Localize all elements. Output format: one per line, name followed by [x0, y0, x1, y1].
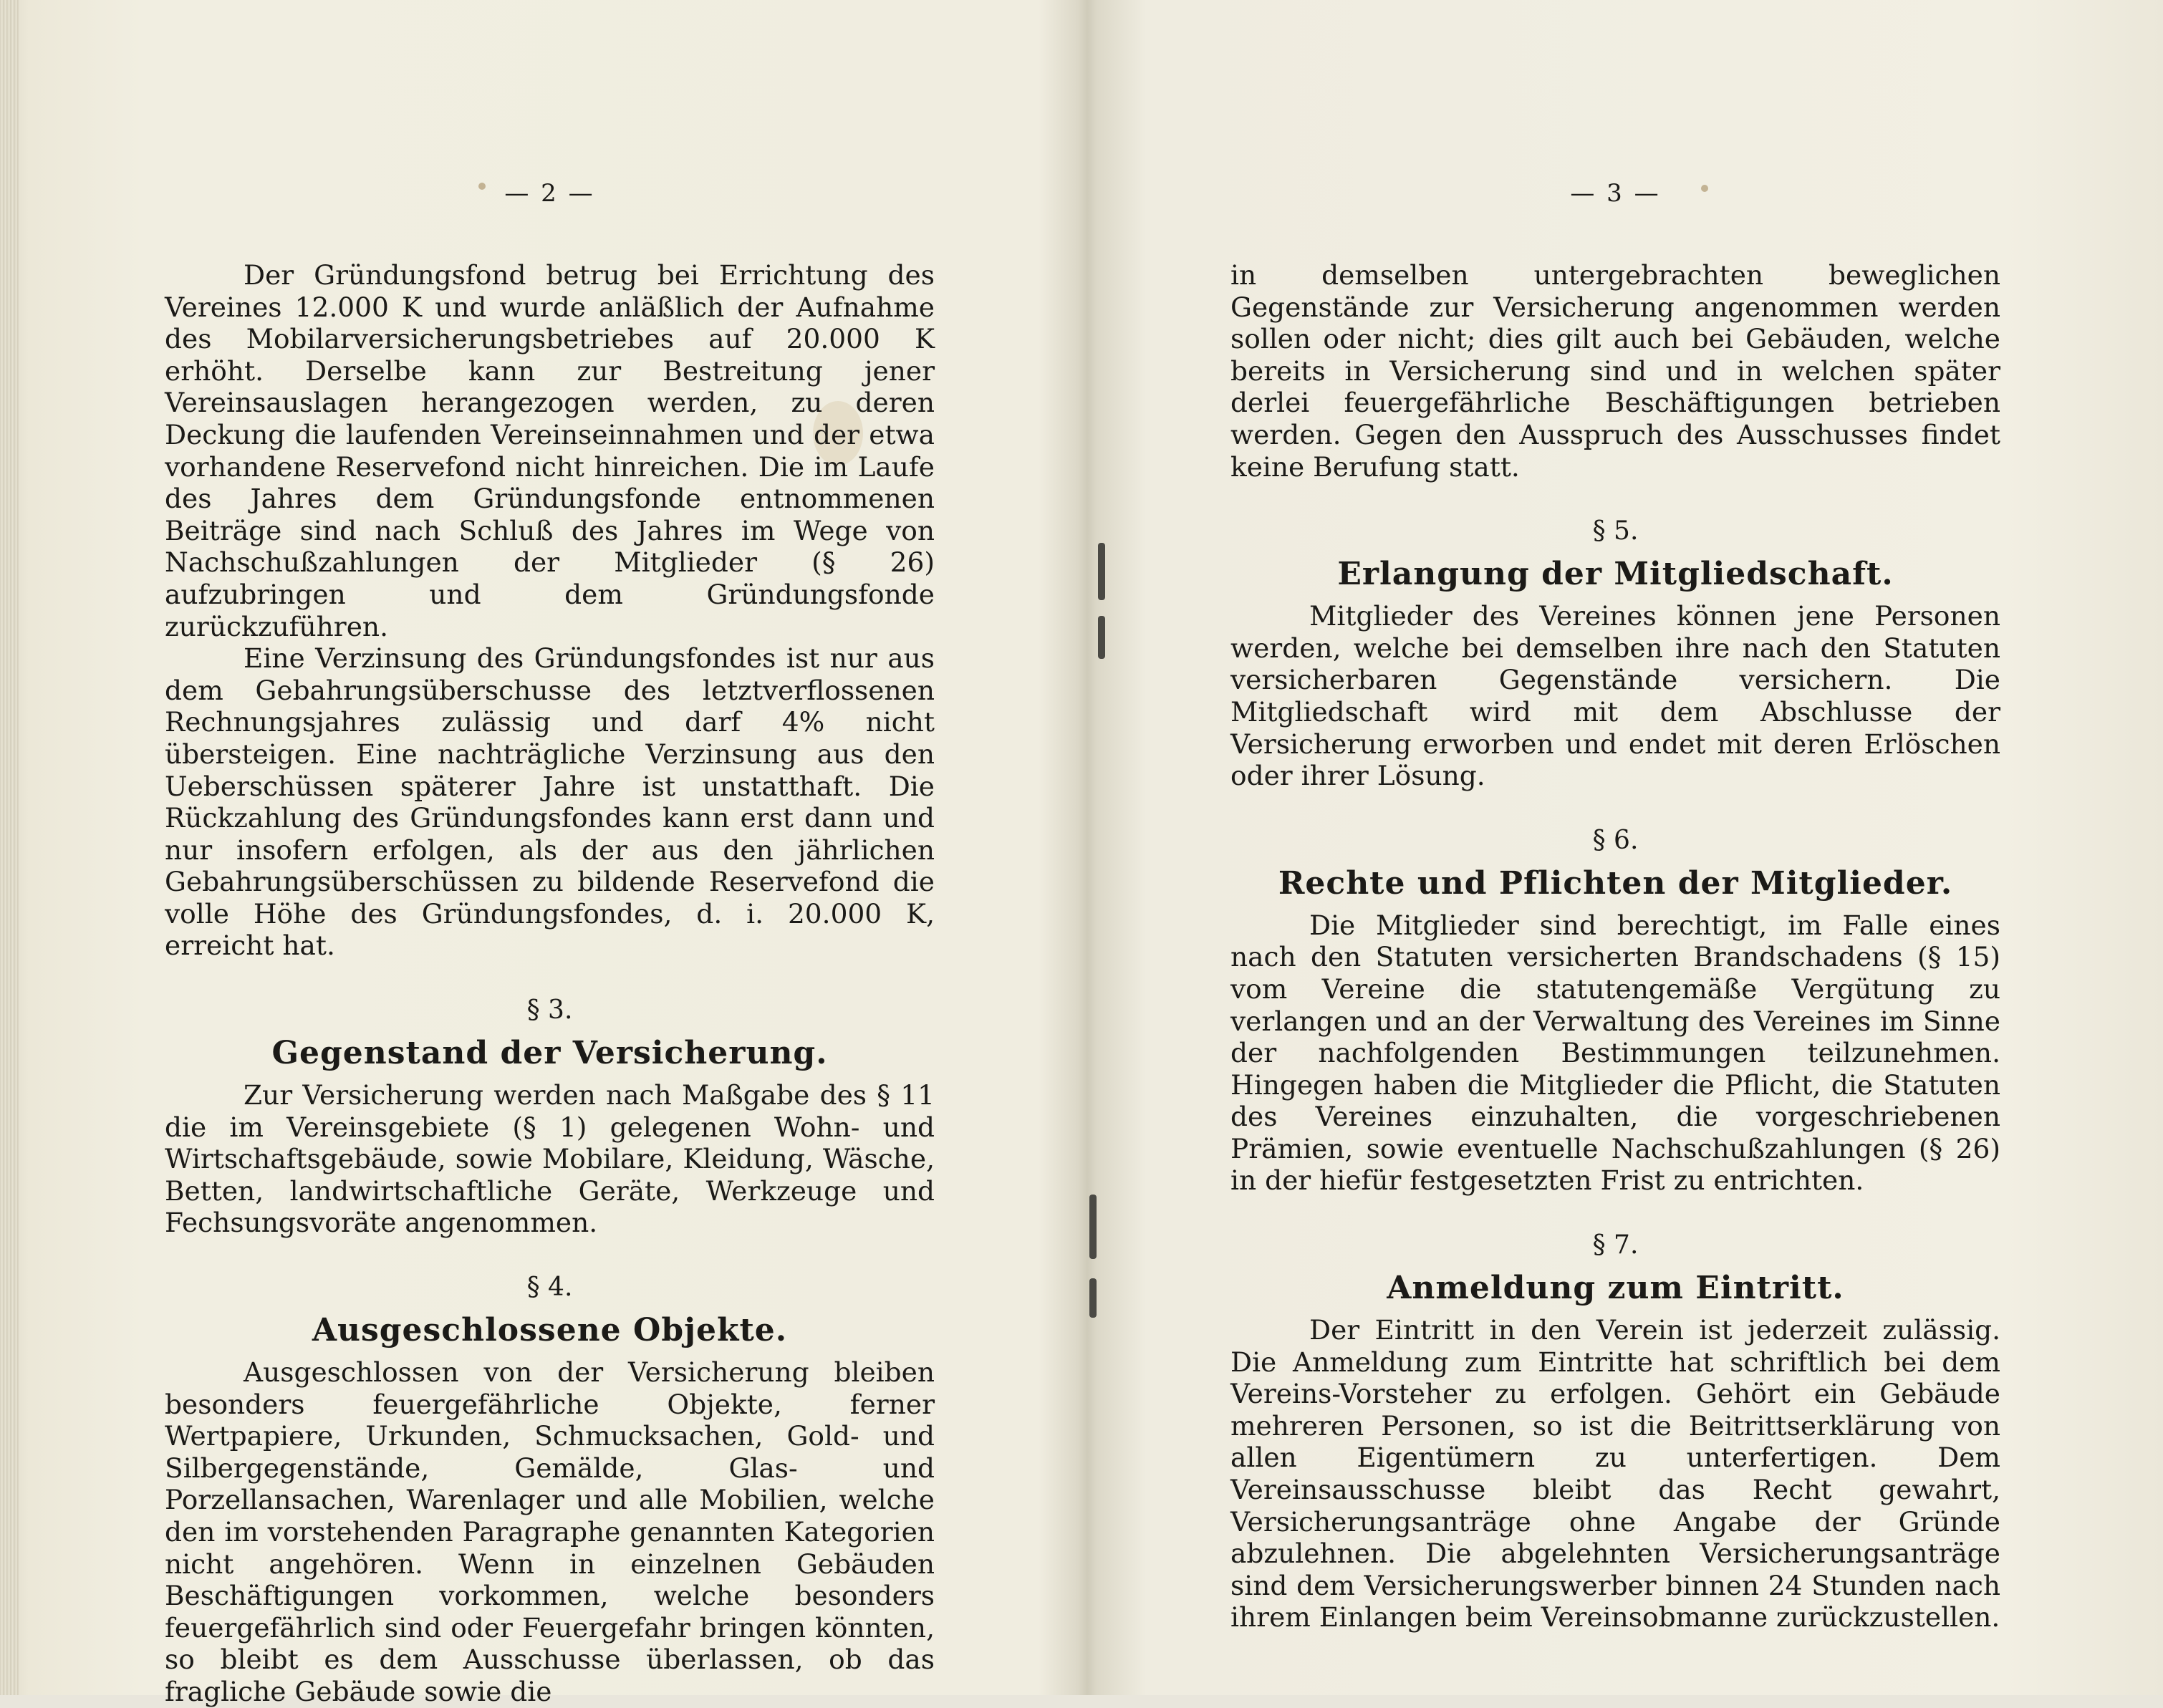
paragraph: in demselben untergebrachten beweglichen Gegenstände zur Versicherung angenommen werden sollen oder nicht; dies gilt auch bei Gebäuden, welche bereits in Versicherung sind und in welchen später derlei feuergefährliche Beschäftigungen betrieben werden. Gegen den Ausspruch des Ausschusses findet keine Berufung statt. [1230, 259, 2000, 483]
paragraph: Die Mitglieder sind berechtigt, im Falle eines nach den Statuten versicherten Brandschadens (§ 15) vom Vereine die statutengemäße Vergütung zu verlangen und an der Verwaltung des Vereines im Sinne der nachfolgenden Bestimmungen teilzunehmen. Hingegen haben die Mitglieder die Pflicht, die Statuten des Vereines einzuhalten, die vorgeschriebenen Prämien, sowie eventuelle Nachschußzahlungen (§ 26) in der hiefür festgesetzten Frist zu entrichten. [1230, 909, 2000, 1197]
right-page [1230, 0, 2000, 1695]
section-number: § 3. [526, 995, 573, 1026]
section-number: § 6. [1592, 825, 1639, 855]
paragraph: Ausgeschlossen von der Versicherung bleiben besonders feuergefährliche Objekte, ferner Wertpapiere, Urkunden, Schmucksachen, Gold- und Silbergegenstände, Gemälde, Glas- und Porzellansachen, Warenlager und alle Mobilien, welche den im vorstehenden Paragraphe genannten Kategorien nicht angehören. Wenn in einzelnen Gebäuden Beschäftigungen vorkommen, welche besonders feuergefährlich sind oder Feuergefahr bringen könnten, so bleibt es dem Ausschusse überlassen, ob das fragliche Gebäude sowie die [165, 1356, 935, 1707]
page-number: — 3 — [1570, 179, 1661, 208]
section-title: Ausgeschlossene Objekte. [312, 1312, 788, 1349]
section-number: § 4. [526, 1273, 573, 1303]
paragraph: Eine Verzinsung des Gründungsfondes ist nur aus dem Gebahrungsüberschusse des letztverflossenen Rechnungsjahres zulässig und darf 4% nicht übersteigen. Eine nachträgliche Verzinsung aus den Ueberschüssen späterer Jahre ist unstatthaft. Die Rückzahlung des Gründungsfondes kann erst dann und nur insofern erfolgen, als der aus den jährlichen Gebahrungsüberschüssen zu bildende Reservefond die volle Höhe des Gründungsfondes, d. i. 20.000 K, erreicht hat. [165, 642, 935, 962]
paragraph: Der Gründungsfond betrug bei Errichtung des Vereines 12.000 K und wurde anläßlich der Aufnahme des Mobilarversicherungsbetriebes auf 20.000 K erhöht. Derselbe kann zur Bestreitung jener Vereinsauslagen herangezogen werden, zu deren Deckung die laufenden Vereinseinnahmen und der etwa vorhandene Reservefond nicht hinreichen. Die im Laufe des Jahres dem Gründungsfonde entnommenen Beiträge sind nach Schluß des Jahres im Wege von Nachschußzahlungen der Mitglieder (§ 26) aufzubringen und dem Gründungsfonde zurückzuführen. [165, 259, 935, 642]
binding-staple [1089, 1195, 1097, 1259]
section-title: Rechte und Pflichten der Mitglieder. [1278, 864, 1953, 902]
binding-staple [1089, 1278, 1097, 1318]
page-edges [0, 0, 19, 1695]
left-page-content [165, 259, 935, 1708]
section-title: Erlangung der Mitgliedschaft. [1337, 556, 1894, 593]
binding-staple [1098, 616, 1105, 659]
section-number: § 7. [1592, 1230, 1639, 1260]
paragraph: Der Eintritt in den Verein ist jederzeit zulässig. Die Anmeldung zum Eintritte hat schriftlich bei dem Vereins-Vorsteher zu erfolgen. Gehört ein Gebäude mehreren Personen, so ist die Beitrittserklärung von allen Eigentümern zu unterfertigen. Dem Vereinsausschusse bleibt das Recht gewahrt, Versicherungsanträge ohne Angabe der Gründe abzulehnen. Die abgelehnten Versicherungsanträge sind dem Versicherungswerber binnen 24 Stunden nach ihrem Einlangen beim Vereinsobmanne zurückzustellen. [1230, 1314, 2000, 1634]
section-number: § 5. [1592, 516, 1639, 546]
right-page-content [1230, 259, 2000, 1634]
paragraph: Zur Versicherung werden nach Maßgabe des § 11 die im Vereinsgebiete (§ 1) gelegenen Wohn- und Wirtschaftsgebäude, sowie Mobilare, Kleidung, Wäsche, Betten, landwirtschaftliche Geräte, Werkzeuge und Fechsungsvoräte angenommen. [165, 1079, 935, 1239]
section-title: Anmeldung zum Eintritt. [1387, 1270, 1844, 1307]
section-title: Gegenstand der Versicherung. [271, 1035, 828, 1072]
page-number: — 2 — [504, 179, 595, 208]
left-page [165, 0, 935, 1707]
paragraph: Mitglieder des Vereines können jene Personen werden, welche bei demselben ihre nach den Statuten versicherbaren Gegenstände versichern. Die Mitgliedschaft wird mit dem Abschlusse der Versicherung erworben und endet mit deren Erlöschen oder ihrer Lösung. [1230, 600, 2000, 792]
binding-staple [1098, 543, 1105, 600]
